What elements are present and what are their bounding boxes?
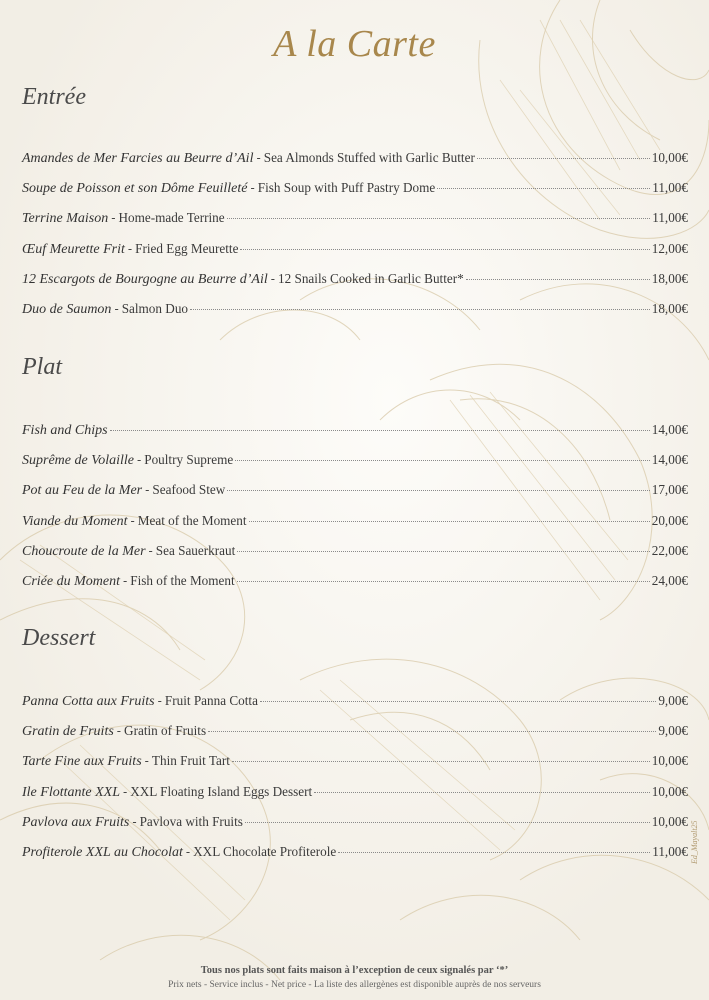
menu-item: Choucroute de la Mer - Sea Sauerkraut 22,00€	[22, 536, 688, 566]
item-name-en: Seafood Stew	[152, 482, 226, 498]
menu-item	[22, 415, 688, 445]
item-name-fr: Amandes de Mer Farcies au Beurre d’Ail	[22, 151, 254, 166]
section-title-entree: Entrée	[22, 84, 86, 110]
dot-leader	[110, 430, 650, 431]
menu-item: Panna Cotta aux Fruits - Fruit Panna Cotta 9,00€	[22, 686, 688, 716]
dot-leader	[260, 701, 656, 702]
dot-leader	[249, 521, 650, 522]
dot-leader	[237, 581, 650, 582]
item-name-fr: Pot au Feu de la Mer	[22, 483, 143, 499]
item-name-fr: Viande du Moment	[22, 513, 128, 529]
item-price: 10,00€	[651, 753, 688, 769]
item-name-en: Thin Fruit Tart	[151, 753, 230, 769]
item-name-en: 12 Snails Cooked in Garlic Butter*	[278, 270, 464, 286]
item-name-en: Pavlova with Fruits	[139, 813, 243, 829]
menu-item: Œuf Meurette Frit - Fried Egg Meurette 12,00€	[22, 234, 688, 264]
item-price: 9,00€	[658, 723, 688, 739]
dot-leader	[437, 188, 650, 189]
item-name-fr: Tarte Fine aux Fruits	[22, 754, 142, 770]
item-name-fr: Gratin de Fruits	[22, 724, 114, 740]
item-name-en: XXL Chocolate Profiterole	[193, 843, 337, 859]
item-price: 22,00€	[651, 542, 688, 558]
item-name-fr: Pavlova aux Fruits	[22, 814, 130, 830]
menu-item: Ile Flottante XXL - XXL Floating Island Eggs Dessert 10,00€	[22, 777, 688, 807]
dessert-list	[22, 686, 688, 867]
dot-leader	[232, 761, 650, 762]
item-name-fr: Ile Flottante XXL	[22, 784, 120, 800]
plat-list	[22, 415, 688, 596]
item-name-en: Meat of the Moment	[137, 512, 247, 528]
item-name-fr: Soupe de Poisson et son Dôme Feuilleté	[22, 181, 248, 197]
menu-item: Pot au Feu de la Mer - Seafood Stew 17,00€	[22, 475, 688, 505]
dot-leader	[237, 551, 649, 552]
item-price: 11,00€	[652, 843, 688, 859]
menu-item: Pavlova aux Fruits - Pavlova with Fruits 10,00€	[22, 807, 688, 837]
dot-leader	[227, 218, 651, 219]
menu-item: Amandes de Mer Farcies au Beurre d’Ail - Sea Almonds Stuffed with Garlic Butter 10,00€	[22, 143, 688, 173]
item-price: 12,00€	[651, 240, 688, 256]
dot-leader	[240, 249, 649, 250]
item-name-fr: 12 Escargots de Bourgogne au Beurre d’Ail	[22, 271, 268, 287]
item-name-en: Fried Egg Meurette	[135, 240, 239, 256]
item-name-en: Poultry Supreme	[144, 452, 234, 468]
item-name-fr: Œuf Meurette Frit	[22, 241, 125, 257]
dot-leader	[245, 822, 650, 823]
item-name-en: Sea Almonds Stuffed with Garlic Butter	[263, 150, 475, 165]
dot-leader	[208, 731, 656, 732]
section-title-dessert: Dessert	[22, 625, 96, 651]
dot-leader	[235, 460, 649, 461]
item-price: 17,00€	[651, 482, 688, 498]
menu-item: Viande du Moment - Meat of the Moment 20,00€	[22, 506, 688, 536]
artist-signature: Ed_Mayalt25	[690, 820, 699, 864]
dot-leader	[466, 279, 650, 280]
item-price: 24,00€	[651, 572, 688, 588]
menu-item: Criée du Moment - Fish of the Moment 24,00€	[22, 566, 688, 596]
item-name-fr: Suprême de Volaille	[22, 453, 134, 469]
entree-list	[22, 143, 688, 324]
menu-item: Gratin de Fruits - Gratin of Fruits 9,00€	[22, 716, 688, 746]
dot-leader	[227, 490, 649, 491]
item-name-fr: Fish and Chips	[22, 423, 108, 438]
item-name-en: Fruit Panna Cotta	[164, 693, 258, 708]
item-name-en: XXL Floating Island Eggs Dessert	[130, 783, 313, 799]
item-price: 14,00€	[651, 452, 688, 468]
item-name-fr: Profiterole XXL au Chocolat	[22, 844, 183, 860]
item-price: 20,00€	[651, 512, 688, 528]
item-name-fr: Duo de Saumon	[22, 301, 112, 317]
item-name-fr: Terrine Maison	[22, 211, 109, 227]
dot-leader	[314, 792, 650, 793]
menu-item: Terrine Maison - Home-made Terrine 11,00€	[22, 203, 688, 233]
item-name-en: Salmon Duo	[121, 300, 189, 316]
item-price: 11,00€	[652, 210, 688, 226]
menu-item: Tarte Fine aux Fruits - Thin Fruit Tart 10,00€	[22, 746, 688, 776]
dot-leader	[338, 852, 650, 853]
item-price: 10,00€	[651, 150, 688, 165]
dot-leader	[190, 309, 650, 310]
menu-title: A la Carte	[273, 23, 436, 65]
item-name-fr: Panna Cotta aux Fruits	[22, 694, 155, 709]
dot-leader	[477, 158, 650, 159]
menu-item: Suprême de Volaille - Poultry Supreme 14,00€	[22, 445, 688, 475]
menu-item: 12 Escargots de Bourgogne au Beurre d’Ail - 12 Snails Cooked in Garlic Butter* 18,00€	[22, 264, 688, 294]
item-price: 18,00€	[651, 300, 688, 316]
item-name-fr: Criée du Moment	[22, 573, 120, 589]
item-price: 11,00€	[652, 180, 688, 196]
footer-price-note: Prix nets - Service inclus - Net price - La liste des allergènes est disponible auprès de nos serveurs	[168, 980, 541, 990]
item-name-en: Fish Soup with Puff Pastry Dome	[257, 180, 436, 196]
item-name-en: Gratin of Fruits	[124, 723, 207, 739]
item-price: 10,00€	[651, 813, 688, 829]
footer-homemade-note: Tous nos plats sont faits maison à l’exception de ceux signalés par ‘*’	[200, 965, 509, 976]
section-title-plat: Plat	[22, 354, 62, 380]
item-name-en: Home-made Terrine	[118, 210, 225, 226]
menu-item: Duo de Saumon - Salmon Duo 18,00€	[22, 294, 688, 324]
item-name-fr: Choucroute de la Mer	[22, 543, 146, 559]
item-price: 10,00€	[651, 783, 688, 799]
item-price: 18,00€	[651, 270, 688, 286]
menu-item: Soupe de Poisson et son Dôme Feuilleté - Fish Soup with Puff Pastry Dome 11,00€	[22, 173, 688, 203]
item-name-en: Fish of the Moment	[130, 572, 235, 588]
item-price: 9,00€	[658, 693, 688, 708]
item-price: 14,00€	[651, 422, 688, 437]
item-name-en: Sea Sauerkraut	[155, 542, 236, 558]
menu-item: Profiterole XXL au Chocolat - XXL Chocolate Profiterole 11,00€	[22, 837, 688, 867]
